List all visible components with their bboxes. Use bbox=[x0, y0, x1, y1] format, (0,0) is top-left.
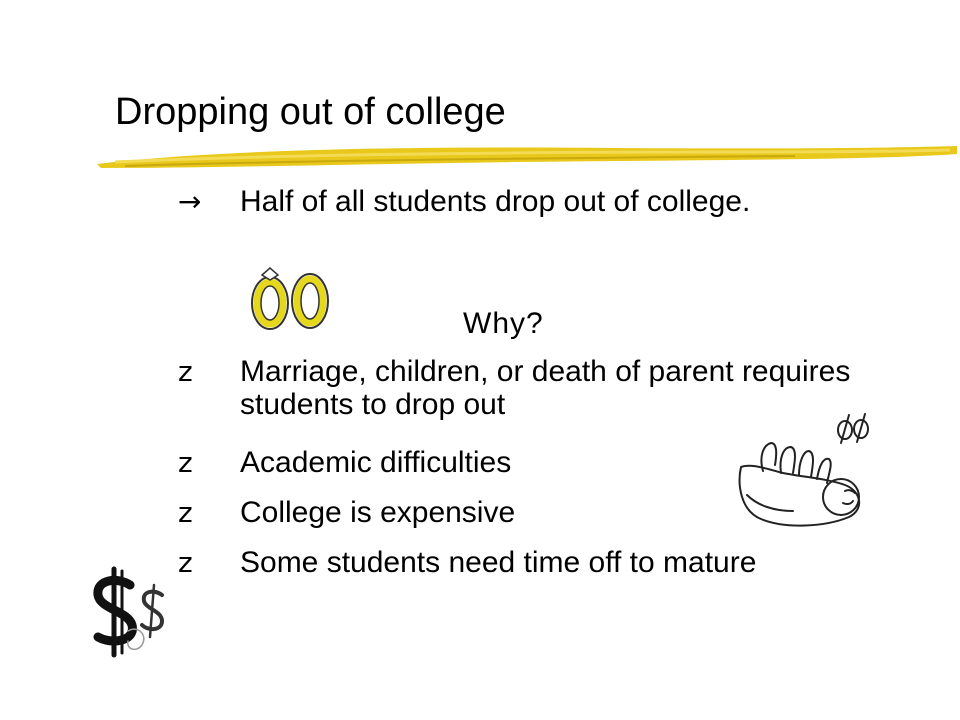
list-item-text: Some students need time off to mature bbox=[240, 546, 757, 579]
bullet-marker: z bbox=[178, 546, 193, 579]
bullet-marker: z bbox=[178, 355, 193, 388]
title-underline-brushstroke bbox=[95, 138, 960, 178]
arrow-bullet-icon: → bbox=[178, 185, 202, 218]
baby-icon bbox=[733, 405, 893, 535]
wedding-rings-icon bbox=[246, 265, 338, 333]
slide-title: Dropping out of college bbox=[115, 91, 506, 133]
list-item-text: Marriage, children, or death of parent requires students to drop out bbox=[240, 355, 851, 421]
list-item-text: Academic difficulties bbox=[240, 446, 512, 479]
bullet-marker: z bbox=[178, 446, 193, 479]
dollar-sign-icon bbox=[88, 565, 178, 660]
why-question: Why? bbox=[463, 307, 544, 340]
list-item-text: College is expensive bbox=[240, 496, 516, 529]
bullet-marker: z bbox=[178, 496, 193, 529]
intro-text: Half of all students drop out of college. bbox=[240, 185, 751, 218]
